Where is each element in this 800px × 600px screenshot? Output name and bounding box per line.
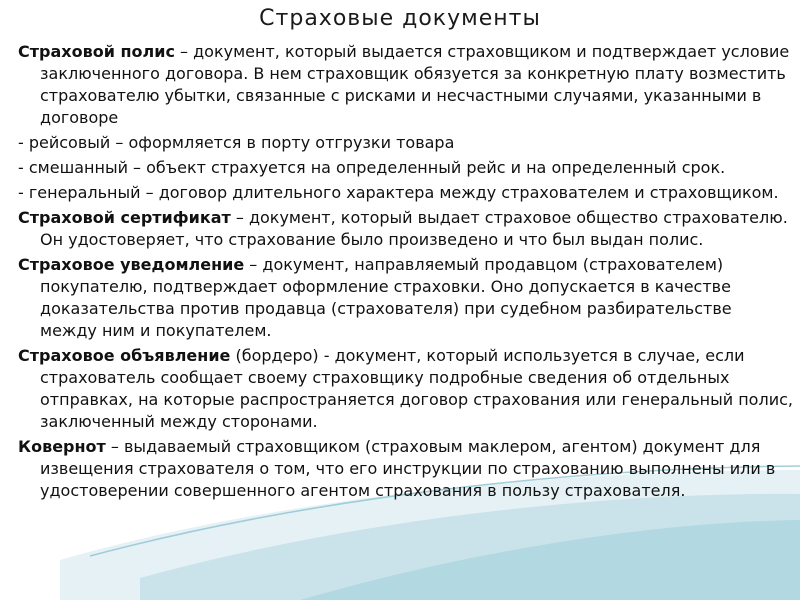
paragraph-insurance-declaration — [18, 345, 793, 433]
paragraph-insurance-policy — [18, 41, 793, 129]
term-insurance-declaration: Страховое объявление — [18, 346, 231, 365]
term-insurance-certificate: Страховой сертификат — [18, 208, 231, 227]
list-item-general: - генеральный – договор длительного характера между страхователем и страховщиком. — [18, 183, 779, 202]
paragraph-insurance-certificate — [18, 207, 793, 251]
definition-insurance-declaration: (бордеро) - документ, который используется в случае, если страхователь сообщает своему страховщику подробные сведения об отдельных отправках, на которые распространяется договор страхования или генеральный полис, заключенный между сторонами. — [40, 346, 793, 431]
page-title: Страховые документы — [259, 6, 541, 31]
term-insurance-notice: Страховое уведомление — [18, 255, 245, 274]
definition-cover-note: – выдаваемый страховщиком (страховым маклером, агентом) документ для извещения страхователя о том, что его инструкции по страхованию выполнены или в удостоверении совершенного агентом страхования в пользу страхователя. — [40, 437, 776, 500]
document-body — [18, 41, 793, 505]
paragraph-general-policy — [18, 182, 793, 204]
list-item-mixed: - смешанный – объект страхуется на определенный рейс и на определенный срок. — [18, 158, 726, 177]
paragraph-mixed-policy — [18, 157, 793, 179]
paragraph-cover-note — [18, 436, 793, 502]
definition-insurance-certificate: – документ, который выдает страховое общество страхователю. Он удостоверяет, что страхование было произведено и что был выдан полис. — [40, 208, 788, 249]
list-item-voyage: - рейсовый – оформляется в порту отгрузки товара — [18, 133, 455, 152]
term-insurance-policy: Страховой полис — [18, 42, 175, 61]
term-cover-note: Ковернот — [18, 437, 106, 456]
definition-insurance-policy: – документ, который выдается страховщиком и подтверждает условие заключенного договора. В нем страховщик обязуется за конкретную плату возместить страхователю убытки, связанные с рисками и несчастными случаями, указанными в договоре — [40, 42, 790, 127]
definition-insurance-notice: – документ, направляемый продавцом (страхователем) покупателю, подтверждает оформление страховки. Оно допускается в качестве доказательства против продавца (страхователя) при судебном разбирательстве между ним и покупателем. — [40, 255, 732, 340]
paragraph-voyage-policy — [18, 132, 793, 154]
paragraph-insurance-notice — [18, 254, 793, 342]
